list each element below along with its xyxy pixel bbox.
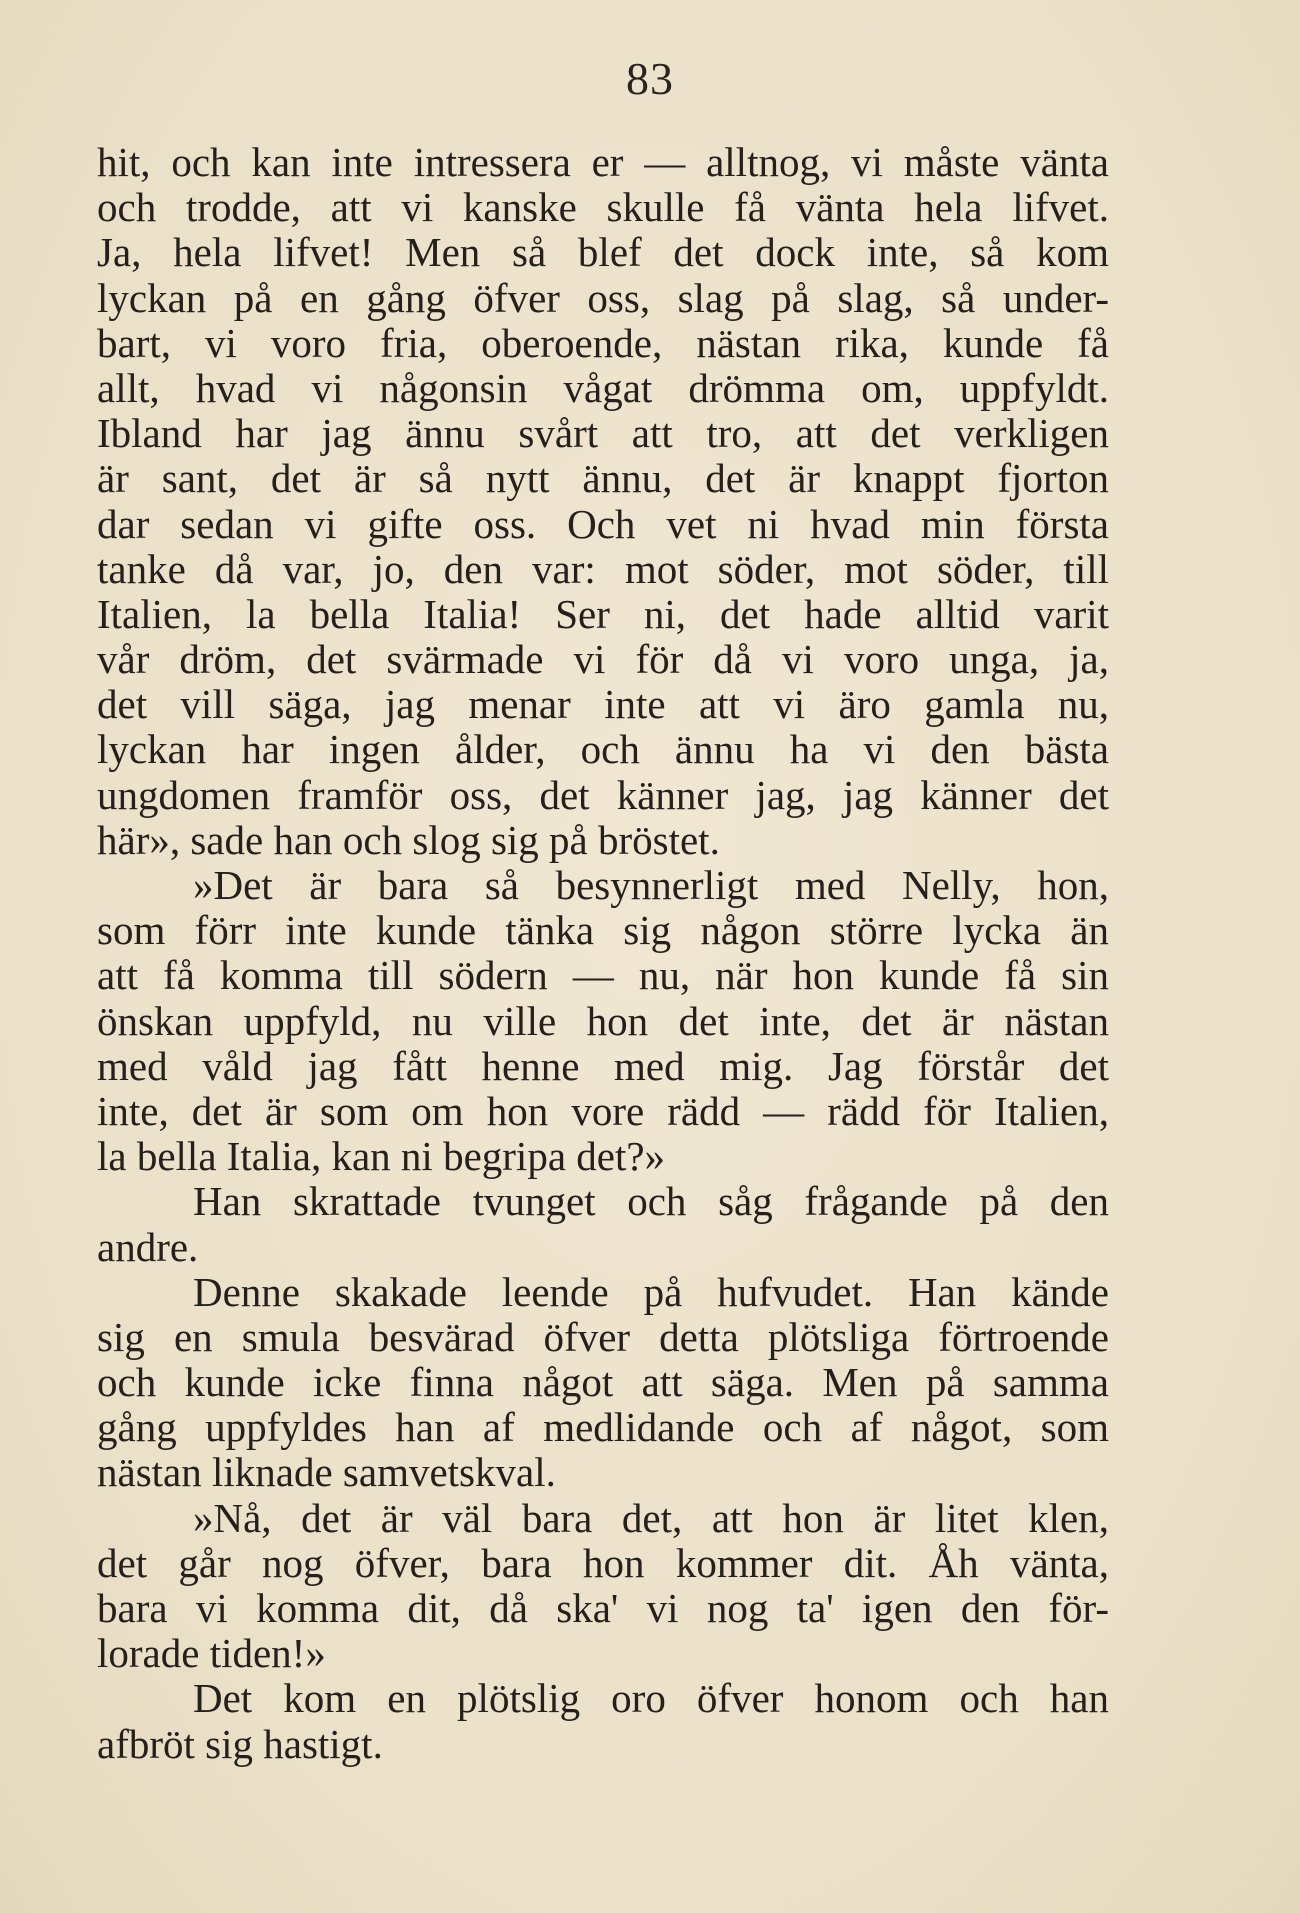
text-line: och trodde, att vi kanske skulle få vänta hela lifvet. [97,184,1109,231]
text-line: Ibland har jag ännu svårt att tro, att det verkligen [97,410,1109,457]
text-line: det går nog öfver, bara hon kommer dit. Åh vänta, [97,1539,1109,1586]
text-line: nästan liknade samvetskval. [97,1449,556,1496]
text-line: bara vi komma dit, då ska' vi nog ta' igen den för- [97,1585,1109,1631]
text-line: lorade tiden!» [97,1630,326,1677]
text-line: vår dröm, det svärmade vi för då vi voro unga, ja, [97,636,1109,683]
text-line: Denne skakade leende på hufvudet. Han kände [193,1268,1109,1315]
text-line: inte, det är som om hon vore rädd — rädd för Italien, [97,1087,1109,1134]
text-line: Han skrattade tvunget och såg frågande på den [193,1178,1109,1225]
body-text [97,140,1109,1767]
text-line: det vill säga, jag menar inte att vi äro gamla nu, [97,681,1109,728]
text-line: gång uppfyldes han af medlidande och af något, som [97,1404,1109,1451]
text-line: andre. [97,1223,199,1270]
text-line: hit, och kan inte intressera er — alltnog, vi måste vänta [97,139,1109,185]
text-line: la bella Italia, kan ni begripa det?» [97,1133,666,1180]
text-line: »Det är bara så besynnerligt med Nelly, hon, [193,862,1109,908]
page-number: 83 [626,53,674,104]
text-line: tanke då var, jo, den var: mot söder, mot söder, till [97,545,1109,592]
text-line: Italien, la bella Italia! Ser ni, det hade alltid varit [97,590,1109,637]
text-line: att få komma till södern — nu, när hon kunde få sin [97,952,1109,999]
text-line: Det kom en plötslig oro öfver honom och han [193,1675,1109,1722]
text-line: Ja, hela lifvet! Men så blef det dock inte, så kom [97,229,1109,276]
text-line: bart, vi voro fria, oberoende, nästan rika, kunde få [97,319,1109,366]
text-line: med våld jag fått henne med mig. Jag förstår det [97,1042,1109,1089]
text-line: dar sedan vi gifte oss. Och vet ni hvad min första [97,500,1109,547]
text-line: är sant, det är så nytt ännu, det är knappt fjorton [97,455,1109,502]
text-line: lyckan har ingen ålder, och ännu ha vi den bästa [97,726,1109,773]
text-line: allt, hvad vi någonsin vågat drömma om, uppfyldt. [97,364,1109,411]
text-line: och kunde icke finna något att säga. Men på samma [97,1359,1109,1406]
text-line: sig en smula besvärad öfver detta plötsliga förtroende [97,1313,1109,1360]
text-line: här», sade han och slog sig på bröstet. [97,816,720,863]
text-line: önskan uppfyld, nu ville hon det inte, det är nästan [97,997,1109,1044]
text-line: afbröt sig hastigt. [97,1720,383,1767]
text-line: »Nå, det är väl bara det, att hon är litet klen, [193,1494,1109,1541]
text-line: som förr inte kunde tänka sig någon större lycka än [97,907,1109,954]
text-line: ungdomen framför oss, det känner jag, jag känner det [97,771,1109,818]
text-line: lyckan på en gång öfver oss, slag på slag, så under- [97,274,1109,321]
